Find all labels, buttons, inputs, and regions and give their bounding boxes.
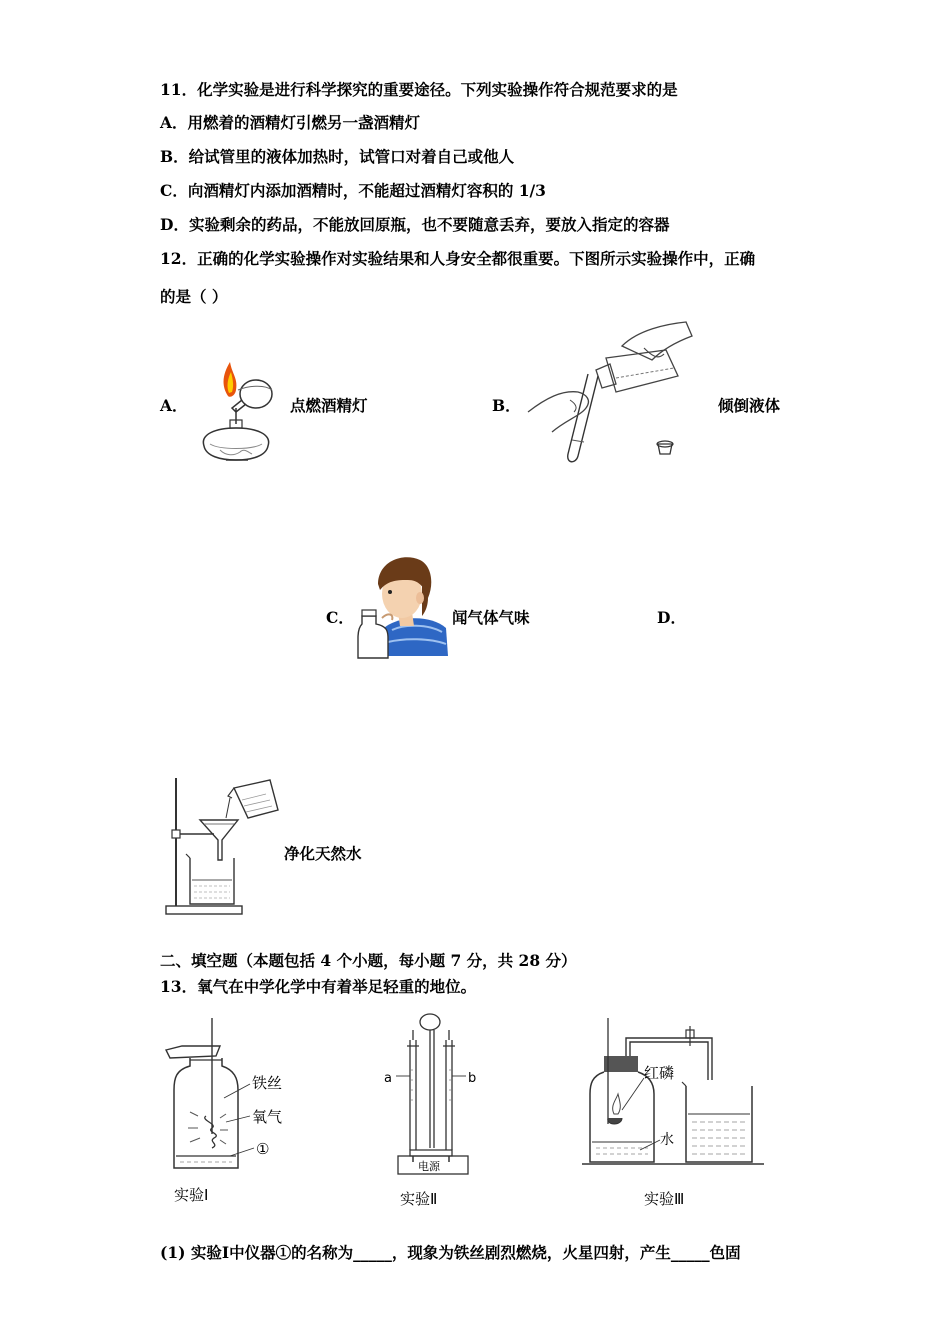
experiment-3-figure (582, 1014, 768, 1168)
q12-option-d-letter[interactable]: D． (657, 608, 686, 627)
q12-option-d-caption: 净化天然水 (284, 844, 362, 863)
exp1-label-iron-wire: 铁丝 (252, 1074, 283, 1092)
experiment-1-figure (160, 1016, 300, 1176)
q12-option-a-letter[interactable]: A． (160, 396, 188, 415)
exp1-caption: 实验Ⅰ (174, 1186, 209, 1204)
q12-option-b-letter[interactable]: B． (492, 396, 521, 415)
experiment-2-figure (380, 1010, 490, 1178)
q12-stem-line2: 的是（ ） (160, 287, 228, 306)
exp2-caption: 实验Ⅱ (400, 1190, 438, 1208)
exp2-label-b: b (468, 1071, 477, 1086)
exp3-caption: 实验Ⅲ (644, 1190, 685, 1208)
q11-stem: 11．化学实验是进行科学探究的重要途径。下列实验操作符合规范要求的是 (160, 80, 678, 99)
exp1-label-oxygen: 氧气 (252, 1108, 283, 1126)
exp3-label-water: 水 (660, 1132, 674, 1148)
q11-option-a[interactable]: A．用燃着的酒精灯引燃另一盏酒精灯 (160, 113, 421, 132)
q12-option-a-caption: 点燃酒精灯 (290, 396, 368, 415)
q11-option-c[interactable]: C．向酒精灯内添加酒精时，不能超过酒精灯容积的 1/3 (160, 181, 546, 200)
q13-sub1: (1) 实验Ⅰ中仪器①的名称为_____，现象为铁丝剧烈燃烧，火星四射，产生_____色固 (160, 1243, 741, 1262)
q12-stem-line1: 12．正确的化学实验操作对实验结果和人身安全都很重要。下图所示实验操作中，正确 (160, 249, 756, 268)
q13-stem: 13．氧气在中学化学中有着举足轻重的地位。 (160, 977, 477, 996)
section2-heading: 二、填空题（本题包括 4 个小题，每小题 7 分，共 28 分） (160, 951, 577, 970)
q12-option-b-caption: 倾倒液体 (718, 396, 781, 415)
pouring-liquid-icon (526, 320, 696, 466)
q12-option-c-caption: 闻气体气味 (452, 608, 530, 627)
exp2-label-power: 电源 (418, 1160, 440, 1173)
q11-option-d[interactable]: D．实验剩余的药品，不能放回原瓶，也不要随意丢弃，要放入指定的容器 (160, 215, 670, 234)
q11-option-b[interactable]: B．给试管里的液体加热时，试管口对着自己或他人 (160, 147, 515, 166)
exp2-label-a: a (384, 1071, 392, 1086)
q12-option-c-letter[interactable]: C． (326, 608, 354, 627)
exp1-label-instrument-1: ① (256, 1140, 270, 1158)
smelling-gas-icon (358, 550, 450, 662)
exp3-label-red-phosphorus: 红磷 (644, 1064, 675, 1082)
alcohol-lamp-lighting-icon (190, 360, 286, 468)
filtration-icon (162, 770, 286, 918)
